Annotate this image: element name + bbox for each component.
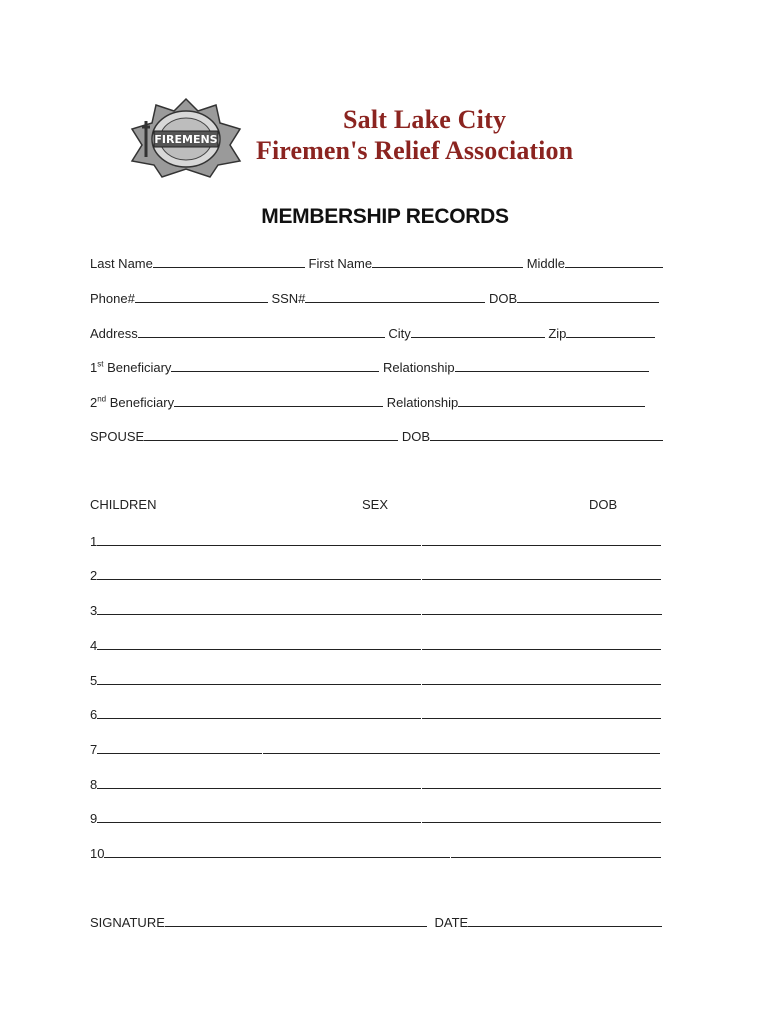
child-row [90, 844, 661, 862]
child-row [90, 775, 661, 793]
address-row [90, 324, 655, 342]
page-title: MEMBERSHIP RECORDS [261, 205, 509, 228]
spouse-dob-field[interactable] [430, 427, 663, 441]
relationship2-label: Relationship [386, 395, 459, 410]
child-name-field[interactable] [97, 775, 421, 789]
spouse-label: SPOUSE [90, 429, 145, 444]
firemens-logo [128, 97, 244, 179]
child-sex-dob-field[interactable] [422, 671, 661, 685]
child-row-number: 6 [90, 707, 98, 722]
child-sex-dob-field[interactable] [422, 775, 661, 789]
beneficiary2-row [90, 393, 645, 411]
name-row [90, 254, 663, 272]
relationship1-field[interactable] [455, 358, 649, 372]
ssn-field[interactable] [305, 289, 485, 303]
zip-label: Zip [548, 326, 567, 341]
beneficiary1-field[interactable] [171, 358, 379, 372]
ssn-label: SSN# [271, 291, 306, 306]
relationship1-label: Relationship [383, 360, 455, 375]
child-row [90, 601, 662, 619]
child-row-number: 4 [90, 638, 98, 653]
org-name-line1: Salt Lake City [343, 105, 507, 134]
child-row [90, 636, 661, 654]
child-row-number: 5 [90, 673, 98, 688]
address-field[interactable] [138, 324, 385, 338]
spouse-field[interactable] [144, 427, 398, 441]
child-sex-dob-field[interactable] [422, 532, 661, 546]
zip-field[interactable] [566, 324, 655, 338]
child-row-number: 10 [90, 846, 105, 861]
city-label: City [388, 326, 411, 341]
child-row [90, 705, 661, 723]
signature-label: SIGNATURE [90, 915, 165, 930]
first-name-label: First Name [308, 256, 373, 271]
beneficiary2-field[interactable] [174, 393, 383, 407]
child-row [90, 740, 660, 758]
signature-field[interactable] [165, 913, 427, 927]
beneficiary1-label: 1st Beneficiary [90, 359, 172, 375]
child-sex-dob-field[interactable] [422, 809, 661, 823]
dob-label: DOB [489, 291, 518, 306]
address-label: Address [90, 326, 138, 341]
child-name-field[interactable] [97, 705, 421, 719]
date-field[interactable] [468, 913, 662, 927]
child-row [90, 671, 661, 689]
child-sex-dob-field[interactable] [263, 740, 660, 754]
child-row-number: 2 [90, 568, 98, 583]
child-name-field[interactable] [97, 740, 262, 754]
child-sex-dob-field[interactable] [422, 636, 661, 650]
child-row [90, 532, 661, 550]
child-name-field[interactable] [97, 566, 421, 580]
beneficiary2-label: 2nd Beneficiary [90, 394, 175, 410]
children-header: CHILDREN [90, 497, 157, 512]
last-name-label: Last Name [90, 256, 153, 271]
child-row-number: 3 [90, 603, 98, 618]
middle-label: Middle [526, 256, 565, 271]
child-name-field[interactable] [97, 671, 421, 685]
org-name-line2: Firemen's Relief Association [256, 136, 574, 165]
child-row-number: 1 [90, 534, 98, 549]
signature-row [90, 913, 662, 931]
child-sex-dob-field[interactable] [422, 705, 661, 719]
city-field[interactable] [411, 324, 545, 338]
middle-field[interactable] [565, 254, 663, 268]
last-name-field[interactable] [153, 254, 305, 268]
dob-field[interactable] [517, 289, 659, 303]
date-label: DATE [434, 915, 469, 930]
child-sex-dob-field[interactable] [422, 566, 661, 580]
child-row-number: 8 [90, 777, 98, 792]
child-row-number: 7 [90, 742, 98, 757]
child-name-field[interactable] [97, 601, 421, 615]
beneficiary1-row [90, 358, 649, 376]
phone-row [90, 289, 659, 307]
child-row [90, 566, 661, 584]
phone-label: Phone# [90, 291, 135, 306]
child-name-field[interactable] [97, 636, 421, 650]
sex-header: SEX [362, 497, 389, 512]
phone-field[interactable] [135, 289, 268, 303]
relationship2-field[interactable] [458, 393, 645, 407]
child-name-field[interactable] [97, 809, 421, 823]
logo-text: FIREMENS [154, 133, 218, 146]
child-name-field[interactable] [97, 532, 421, 546]
spouse-row [90, 427, 663, 445]
child-sex-dob-field[interactable] [422, 601, 662, 615]
child-dob-header: DOB [589, 497, 618, 512]
first-name-field[interactable] [372, 254, 523, 268]
child-sex-dob-field[interactable] [451, 844, 661, 858]
child-name-field[interactable] [104, 844, 450, 858]
child-row-number: 9 [90, 811, 98, 826]
child-row [90, 809, 661, 827]
spouse-dob-label: DOB [401, 429, 430, 444]
